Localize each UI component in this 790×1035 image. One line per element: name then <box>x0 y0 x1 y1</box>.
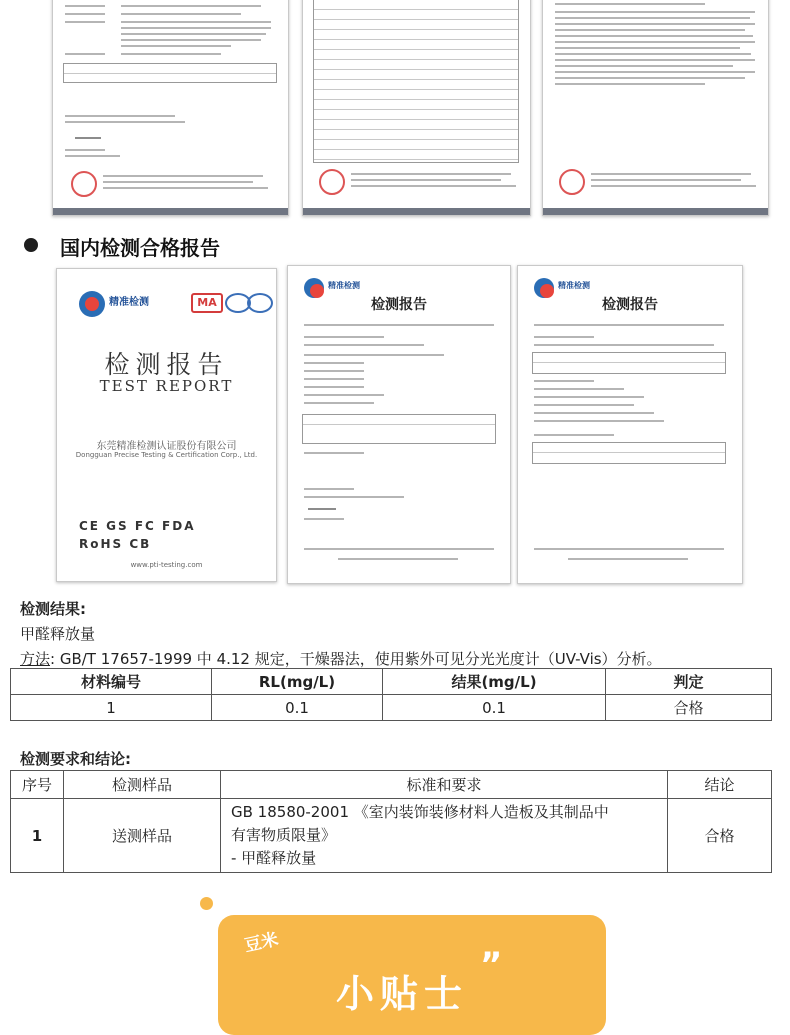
report-page-2 <box>287 265 511 584</box>
requirements-table <box>10 770 772 873</box>
page3-brand: 精准检测 <box>558 281 590 290</box>
req-col-sample: 检测样品 <box>64 771 221 799</box>
report-page-top-middle <box>302 0 531 216</box>
results-heading: 检测结果: <box>20 600 86 618</box>
report-cover <box>56 268 277 582</box>
report-page-top-left <box>52 0 289 216</box>
standard-line-1: GB 18580-2001 《室内装饰装修材料人造板及其制品中 <box>231 803 609 821</box>
cover-company-en: Dongguan Precise Testing & Certification Corp., Ltd. <box>75 451 258 459</box>
results-col-judgement: 判定 <box>606 669 772 695</box>
tips-tag: 豆米 <box>242 929 281 957</box>
results-col-result: 结果(mg/L) <box>383 669 606 695</box>
cell-result: 0.1 <box>383 695 606 721</box>
precise-testing-logo-icon <box>79 291 105 317</box>
cover-brand: 精准检测 <box>109 297 149 308</box>
section-title: 国内检测合格报告 <box>60 236 220 260</box>
report-page-top-right <box>542 0 769 216</box>
table-row <box>11 799 772 873</box>
page2-title: 检测报告 <box>371 297 427 313</box>
results-col-material: 材料编号 <box>11 669 212 695</box>
page2-brand: 精准检测 <box>328 281 360 290</box>
method-line <box>20 648 662 669</box>
standard-line-2: 有害物质限量》 <box>231 826 337 844</box>
req-col-no: 序号 <box>11 771 64 799</box>
req-cell-no: 1 <box>11 799 64 873</box>
req-col-conclusion: 结论 <box>668 771 772 799</box>
page3-title: 检测报告 <box>602 297 658 313</box>
results-item: 甲醛释放量 <box>20 625 96 643</box>
standard-line-3: - 甲醛释放量 <box>231 849 317 867</box>
requirements-heading: 检测要求和结论: <box>20 750 131 768</box>
cover-title-cn: 检测报告 <box>104 350 229 379</box>
results-col-rl: RL(mg/L) <box>212 669 383 695</box>
ilac-logo-icon <box>247 293 273 313</box>
cover-footer: www.pti-testing.com <box>130 561 203 569</box>
method-text: : GB/T 17657-1999 中 4.12 规定，干燥器法，使用紫外可见分光光度计（UV-Vis）分析。 <box>50 650 662 668</box>
cell-rl: 0.1 <box>212 695 383 721</box>
req-cell-conclusion: 合格 <box>668 799 772 873</box>
cell-judgement: 合格 <box>606 695 772 721</box>
section-bullet-icon <box>24 238 38 252</box>
cover-title-en: TEST REPORT <box>99 377 234 395</box>
cover-cert-marks-row2: RoHS CB <box>79 537 152 551</box>
cover-company-cn: 东莞精准检测认证股份有限公司 <box>96 441 237 452</box>
cover-cert-marks-row1: CE GS FC FDA <box>79 519 196 533</box>
tips-title: 小贴士 <box>336 972 469 1016</box>
req-cell-standard <box>221 799 668 873</box>
page-footer-bar <box>53 208 288 215</box>
decorative-dot <box>200 897 213 910</box>
cell-material: 1 <box>11 695 212 721</box>
table-row <box>11 695 772 721</box>
req-cell-sample: 送测样品 <box>64 799 221 873</box>
req-col-standard: 标准和要求 <box>221 771 668 799</box>
ma-certification-mark: MA <box>191 293 223 313</box>
results-table <box>10 668 772 721</box>
report-page-3 <box>517 265 743 584</box>
method-label: 方法 <box>20 650 51 668</box>
tips-quote-mark: ” <box>480 945 503 985</box>
